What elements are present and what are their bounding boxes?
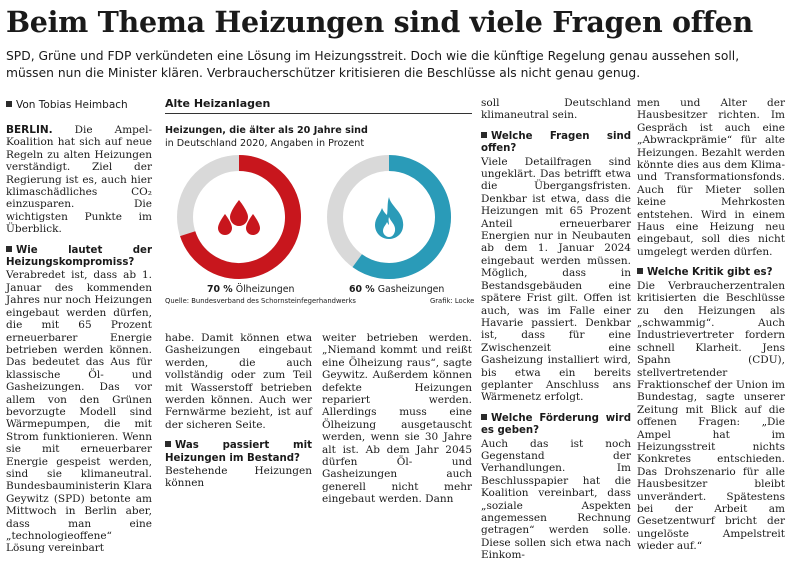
bullet-square-icon (481, 414, 487, 420)
chart-subtitle: in Deutschland 2020, Angaben in Prozent (165, 138, 365, 149)
paragraph: soll Deutschland klimaneutral sein. (481, 97, 631, 122)
oil-drops-icon (218, 200, 260, 235)
bullet-square-icon (165, 441, 171, 447)
subheading-text: Welche Kritik gibt es? (647, 267, 773, 279)
chart-label-oil (207, 284, 294, 295)
dateline: BERLIN. (6, 124, 53, 136)
chart-svg (165, 153, 472, 293)
infobox-chart (165, 97, 475, 325)
bullet-square-icon (481, 132, 487, 138)
author-line (6, 99, 128, 111)
chart-label-gas (349, 284, 444, 295)
column-2 (165, 332, 312, 490)
paragraph: Verabredet ist, dass ab 1. Januar des kommenden Jahres nur noch Heizungen eingebaut werden dürfen, die mit 65 Prozent erneuerbarer Energie betrieben werden können. Das bedeutet das Aus für klassische Öl- und Gasheizungen. Das vor allem von den Grünen bevorzugte Modell sind Wärmepumpen, die mit Strom funktionieren. Wenn sie mit erneuerbarer Energie gespeist werden, sind sie klimaneutral. Bundesbauministerin Klara Geywitz (SPD) betonte am Mittwoch in Berlin aber, dass man eine „technologieoffene“ Lösung vereinbart (6, 269, 152, 555)
chart-title: Heizungen, die älter als 20 Jahre sind (165, 125, 368, 136)
column-4 (481, 97, 631, 562)
subheading (481, 131, 631, 156)
paragraph-text: Die Ampel-Koalition hat sich auf neue Regeln zu alten Heizungen verständigt. Ziel der Regierung ist es, auch hier klimaschädliches CO₂ einzusparen. Die wichtigsten Punkte im Überblick. (6, 124, 152, 236)
subheading-text: Welche Förderung wird es geben? (481, 412, 631, 437)
subheading (165, 440, 312, 465)
infobox-header: Alte Heizanlagen (165, 97, 472, 114)
bullet-square-icon (6, 101, 12, 107)
subheading-text: Wie lautet der Heizungskompromiss? (6, 244, 152, 269)
chart-value-oil: 70 % (207, 284, 233, 295)
lead-paragraph: SPD, Grüne und FDP verkündeten eine Lösung im Heizungsstreit. Doch wie die künftige Regelung genau aussehen soll, müssen nun die Minister klären. Verbraucherschützer kritisieren die Beschlüsse als nicht genau genug. (6, 49, 740, 80)
headline: Beim Thema Heizungen sind viele Fragen offen (6, 5, 753, 39)
paragraph: Viele Detailfragen sind ungeklärt. Das betrifft etwa die Übergangsfristen. Denkbar ist etwa, dass die Heizungen mit 65 Prozent Anteil erneuerbarer Energien nur in Neubauten ab dem 1. Januar 2024 eingebaut werden müssen. Möglich, dass in Bestandsgebäuden eine spätere Frist gilt. Offen ist auch, was im Falle einer Havarie passiert. Denkbar ist, dass für eine Zwischenzeit eine Gasheizung installiert wird, bis etwa ein bereits geplanter Anschluss ans Wärmenetz erfolgt. (481, 155, 631, 404)
chart-value-gas: 60 % (349, 284, 375, 295)
column-1 (6, 124, 152, 555)
paragraph: habe. Damit können etwa Gasheizungen eingebaut werden, die auch vollständig oder zum Teil mit Wasserstoff betrieben werden können. Auch wer Fernwärme bezieht, ist auf der sicheren Seite. (165, 332, 312, 431)
author-name: Von Tobias Heimbach (16, 99, 128, 111)
subheading (481, 413, 631, 438)
chart-credit: Grafik: Locke (430, 297, 475, 305)
paragraph: Die Verbraucherzentralen kritisierten die Beschlüsse zu den Heizungen als „schwammig“. Auch Industrievertreter fordern schnell Klarheit. Jens Spahn (CDU), stellvertretender Fraktionschef der Union im Bundestag, sagte unserer Zeitung mit Blick auf die offenen Fragen: „Die Ampel hat im Heizungsstreit nichts Konkretes entschieden. Das Drohszenario für alle Hausbesitzer bleibt unverändert. Spätestens bei der Arbeit am Gesetzentwurf bricht der ungelöste Ampelstreit wieder auf.“ (637, 279, 785, 553)
chart-source: Quelle: Bundesverband des Schornsteinfegerhandwerks (165, 297, 356, 305)
paragraph (6, 124, 152, 236)
bullet-square-icon (637, 268, 643, 274)
subheading-text: Welche Fragen sind offen? (481, 130, 631, 155)
subheading-text: Was passiert mit Heizungen im Bestand? (165, 440, 312, 464)
gas-flame-icon (375, 197, 403, 239)
paragraph: Auch das ist noch Gegenstand der Verhandlungen. Im Beschlusspapier hat die Koalition vereinbart, dass „soziale Aspekten angemessen Rechnung getragen“ werden solle. Diese sollen sich etwa nach Einkom- (481, 437, 631, 562)
column-5 (637, 97, 785, 553)
chart-series-name-gas: Gasheizungen (377, 284, 445, 295)
paragraph: Bestehende Heizungen können (165, 465, 312, 490)
bullet-square-icon (6, 246, 12, 252)
paragraph: men und Alter der Hausbesitzer richten. Im Gespräch ist auch eine „Abwrackprämie“ für alte Heizungen. Bezahlt werden könnte dies aus dem Klima- und Transformationsfonds. Auch für Mieter sollen keine Mehrkosten entstehen. Wird in einem Haus eine Heizung neu eingebaut, soll dies nicht umgelegt werden dürfen. (637, 97, 785, 258)
paragraph: weiter betrieben werden. „Niemand kommt und reißt eine Ölheizung raus“, sagte Geywitz. Außerdem können defekte Heizungen repariert werden. Allerdings muss eine Ölheizung ausgetauscht werden, wenn sie 30 Jahre alt ist. Ab dem Jahr 2045 dürfen Öl- und Gasheizungen auch generell nicht mehr eingebaut werden. Dann (322, 332, 472, 506)
column-3 (322, 332, 472, 506)
chart-series-name-oil: Ölheizungen (235, 284, 295, 295)
subheading (6, 245, 152, 270)
subheading (637, 267, 785, 279)
